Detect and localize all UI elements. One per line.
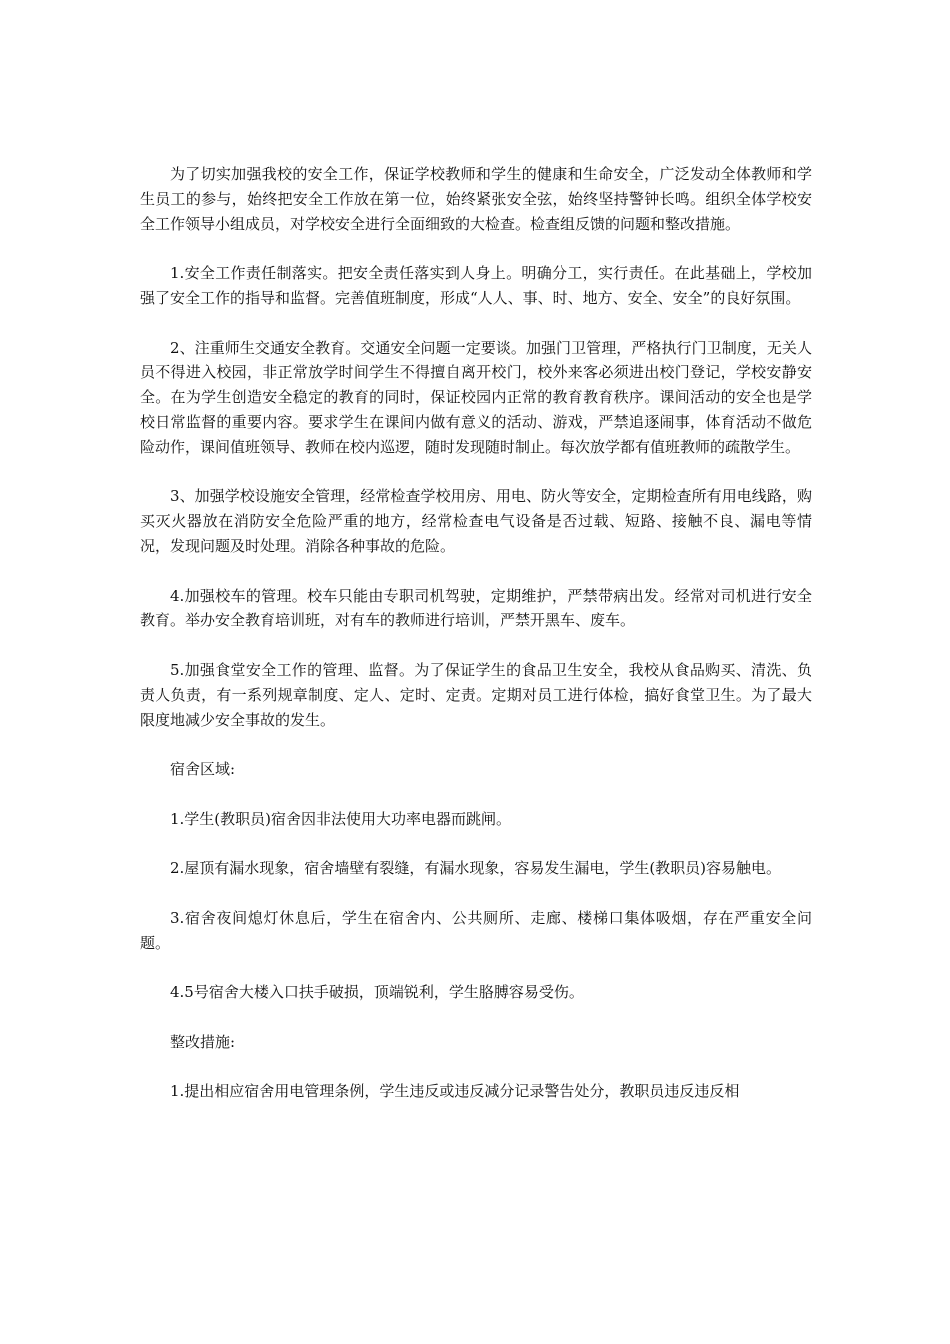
rectification-heading: 整改措施: (170, 1032, 236, 1051)
rectification-item-1: 1.提出相应宿舍用电管理条例，学生违反或违反减分记录警告处分，教职员违反违反相 (170, 1082, 740, 1101)
dormitory-item-2: 2.屋顶有漏水现象，宿舍墙壁有裂缝，有漏水现象，容易发生漏电，学生(教职员)容易触电。 (170, 859, 782, 878)
intro-paragraph: 为了切实加强我校的安全工作，保证学校教师和学生的健康和生命安全，广泛发动全体教师和学生员工的参与，始终把安全工作放在第一位，始终紧张安全弦，始终坚持警钟长鸣。组织全体学校安全工作领导小组成员，对学校安全进行全面细致的大检查。检查组反馈的问题和整改措施。 (140, 165, 812, 233)
paragraph-traffic-safety: 2、注重师生交通安全教育。交通安全问题一定要谈。加强门卫管理，严格执行门卫制度，无关人员不得进入校园，非正常放学时间学生不得擅自离开校门，校外来客必须进出校门登记，学校安静安全。在为学生创造安全稳定的教育的同时，保证校园内正常的教育教育秩序。课间活动的安全也是学校日常监督的重要内容。要求学生在课间内做有意义的活动、游戏，严禁追逐闹事，体育活动不做危险动作，课间值班领导、教师在校内巡逻，随时发现随时制止。每次放学都有值班教师的疏散学生。 (140, 338, 812, 456)
document-body (140, 162, 812, 1104)
dormitory-item-4: 4.5号宿舍大楼入口扶手破损，顶端锐利，学生胳膊容易受伤。 (170, 983, 584, 1002)
dormitory-heading: 宿舍区域: (170, 760, 236, 779)
paragraph-facility-safety: 3、加强学校设施安全管理，经常检查学校用房、用电、防火等安全，定期检查所有用电线路，购买灭火器放在消防安全危险严重的地方，经常检查电气设备是否过载、短路、接触不良、漏电等情况，发现问题及时处理。消除各种事故的危险。 (140, 487, 812, 555)
dormitory-item-1: 1.学生(教职员)宿舍因非法使用大功率电器而跳闸。 (170, 809, 512, 828)
paragraph-canteen: 5.加强食堂安全工作的管理、监督。为了保证学生的食品卫生安全，我校从食品购买、清洗、负责人负责，有一系列规章制度、定人、定时、定责。定期对员工进行体检，搞好食堂卫生。为了最大限度地减少安全事故的发生。 (140, 660, 812, 729)
paragraph-school-bus: 4.加强校车的管理。校车只能由专职司机驾驶，定期维护，严禁带病出发。经常对司机进行安全教育。举办安全教育培训班，对有车的教师进行培训，严禁开黑车、废车。 (140, 586, 812, 630)
dormitory-item-3: 3.宿舍夜间熄灯休息后，学生在宿舍内、公共厕所、走廊、楼梯口集体吸烟，存在严重安全问题。 (140, 908, 812, 952)
paragraph-responsibility: 1.安全工作责任制落实。把安全责任落实到人身上。明确分工，实行责任。在此基础上，学校加强了安全工作的指导和监督。完善值班制度，形成“人人、事、时、地方、安全、安全”的良好氛围。 (140, 264, 812, 307)
